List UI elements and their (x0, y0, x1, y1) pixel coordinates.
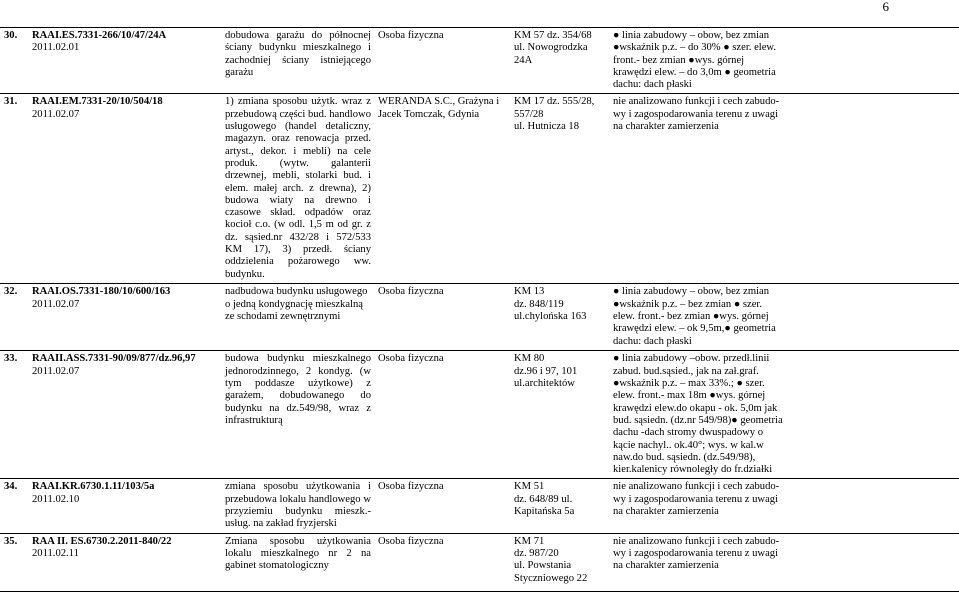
row-number-cell (0, 28, 28, 94)
investor-cell: Osoba fizyczna (374, 351, 510, 479)
register-table (0, 27, 959, 592)
parameter-line: naw.do bud. sąsiedn. (dz.549/98), (613, 451, 756, 463)
signature-cell (28, 479, 221, 533)
parameters-cell (609, 28, 959, 94)
parameter-line: dachu: dach płaski (613, 79, 692, 91)
parameters-cell (609, 479, 959, 533)
table-row (0, 284, 959, 351)
table-row (0, 479, 959, 533)
location-line: 557/28 (514, 108, 544, 120)
row-number: 32. (4, 286, 18, 298)
location-line: Styczniowego 22 (514, 572, 588, 584)
location-line: ul. Nowogrodzka (514, 42, 588, 54)
parameter-line: ● linia zabudowy – obow, bez zmian (613, 286, 770, 298)
parameter-line: ●wskaźnik p.z. – max 33%.; ● szer. (613, 378, 765, 390)
investor-cell: Osoba fizyczna (374, 28, 510, 94)
table-row (0, 351, 959, 479)
parameters-cell (609, 284, 959, 351)
parameter-line: wy i zagospodarowania terenu z uwagi (613, 493, 779, 505)
parameter-line: nie analizowano funkcji i cech zabudo- (613, 96, 780, 108)
location-line: Kapitańska 5a (514, 506, 575, 518)
location-line: ul.architektów (514, 378, 575, 390)
row-number-cell (0, 351, 28, 479)
signature-cell (28, 94, 221, 284)
parameter-line: ●wskaźnik p.z. – do 30% ● szer. elew. (613, 42, 777, 54)
location-line: dz. 848/119 (514, 298, 564, 310)
location-line: KM 80 (514, 353, 545, 365)
case-signature: RAAII.ASS.7331-90/09/877/dz.96,97 (32, 353, 196, 365)
case-signature: RAAI.KR.6730.1.11/103/5a (32, 481, 155, 493)
parameters-cell (609, 94, 959, 284)
decision-date: 2011.02.10 (32, 493, 80, 505)
location-line: KM 17 dz. 555/28, (514, 96, 595, 108)
row-number: 35. (4, 535, 18, 547)
row-number: 31. (4, 96, 18, 108)
row-number-cell (0, 479, 28, 533)
row-number: 30. (4, 30, 18, 41)
location-line: dz.96 i 97, 101 (514, 365, 578, 377)
decision-date: 2011.02.07 (32, 298, 80, 310)
parameter-line: dachu: dach płaski (613, 335, 692, 347)
table-row (0, 533, 959, 591)
investor-cell (374, 94, 510, 284)
signature-cell (28, 284, 221, 351)
row-number-cell (0, 94, 28, 284)
description-cell: Zmiana sposobu użytkowania lokalu mieszkalnego nr 2 na gabinet stomatologiczny (221, 533, 374, 591)
parameter-line: bud. sąsiedn. (dz.nr 549/98)● geometria (613, 414, 783, 426)
location-cell (510, 28, 609, 94)
row-number-cell (0, 284, 28, 351)
decision-date: 2011.02.01 (32, 42, 80, 54)
row-number: 34. (4, 481, 18, 493)
case-signature: RAA II. ES.6730.2.2011-840/22 (32, 535, 172, 547)
location-line: KM 51 (514, 481, 545, 493)
location-line: 24A (514, 54, 533, 66)
case-signature: RAAI.ES.7331-266/10/47/24A (32, 30, 167, 41)
location-line: dz. 648/89 ul. (514, 493, 573, 505)
location-cell (510, 94, 609, 284)
parameter-line: kier.kalenicy równoległy do fr.działki (613, 464, 773, 476)
investor-cell: Osoba fizyczna (374, 533, 510, 591)
parameter-line: elew. front.- max 18m ●wys. górnej (613, 390, 766, 402)
parameter-line: na charakter zamierzenia (613, 506, 719, 518)
location-line: KM 71 (514, 535, 545, 547)
location-line: ul. Hutnicza 18 (514, 121, 580, 133)
location-cell (510, 533, 609, 591)
parameter-line: elew. front.- bez zmian ●wys. górnej (613, 311, 769, 323)
description-cell: budowa budynku mieszkalnego jednorodzinnego, 2 kondyg. (w tym poddasze użytkowe) z garażem, dobudowanego do budynku na dz.549/98, wraz z infrastrukturą (221, 351, 374, 479)
decision-date: 2011.02.07 (32, 108, 80, 120)
table-row (0, 28, 959, 94)
description-cell: dobudowa garażu do północnej ściany budynku mieszkalnego i zachodniej ściany istniejącego garażu (221, 28, 374, 94)
parameter-line: front.- bez zmian ●wys. górnej (613, 54, 745, 66)
parameter-line: wy i zagospodarowania terenu z uwagi (613, 108, 779, 120)
location-line: KM 13 (514, 286, 545, 298)
investor-line: Jacek Tomczak, Gdynia (378, 108, 480, 120)
parameter-line: nie analizowano funkcji i cech zabudo- (613, 535, 780, 547)
parameter-line: ● linia zabudowy – obow, bez zmian (613, 30, 770, 41)
parameter-line: zabud. bud.sąsied., jak na zał.graf. (613, 365, 759, 377)
parameter-line: kącie nachyl.. ok.40°; wys. w kal.w (613, 439, 764, 451)
decision-date: 2011.02.11 (32, 547, 79, 559)
table-row (0, 94, 959, 284)
location-cell (510, 284, 609, 351)
case-signature: RAAI.EM.7331-20/10/504/18 (32, 96, 163, 108)
parameter-line: krawędzi elew. – ok 9,5m,● geometria (613, 323, 776, 335)
location-line: dz. 987/20 (514, 547, 559, 559)
location-cell (510, 351, 609, 479)
location-line: ul.chylońska 163 (514, 311, 587, 323)
signature-cell (28, 28, 221, 94)
signature-cell (28, 533, 221, 591)
parameter-line: ●wskaźnik p.z. – bez zmian ● szer. (613, 298, 762, 310)
investor-cell: Osoba fizyczna (374, 284, 510, 351)
investor-cell: Osoba fizyczna (374, 479, 510, 533)
parameter-line: nie analizowano funkcji i cech zabudo- (613, 481, 780, 493)
signature-cell (28, 351, 221, 479)
decision-date: 2011.02.07 (32, 365, 80, 377)
parameters-cell (609, 533, 959, 591)
row-number: 33. (4, 353, 18, 365)
parameter-line: na charakter zamierzenia (613, 121, 719, 133)
parameters-cell (609, 351, 959, 479)
description-cell: 1) zmiana sposobu użytk. wraz z przebudową części bud. handlowo usługowego (handel detaliczny, magazyn. oraz renowacja przed. artyst., dekor. i mebli) na cele produk. (wytw. galanterii drzewnej, mebli, stolarki bud. i elem. małej arch. z drewna), 2) budowa wiaty na drewno i czasowe skład. odpadów oraz kocioł c.o. (w odl. 1,5 m od gr. z dz. sąsied.nr 432/28 i 572/533 KM 17), 3) przedł. ściany oddzielenia pożarowego ww. budynku. (221, 94, 374, 284)
description-cell: nadbudowa budynku usługowego o jedną kondygnację mieszkalną ze schodami zewnętrznymi (221, 284, 374, 351)
parameter-line: ● linia zabudowy –obow. przedł.linii (613, 353, 770, 365)
parameter-line: dachu -dach stromy dwuspadowy o (613, 427, 764, 439)
page-number: 6 (882, 0, 889, 14)
case-signature: RAAI.OS.7331-180/10/600/163 (32, 286, 171, 298)
investor-line: WERANDA S.C., Grażyna i (378, 96, 500, 108)
location-line: KM 57 dz. 354/68 (514, 30, 592, 41)
description-cell: zmiana sposobu użytkowania i przebudowa lokalu handlowego w przyziemiu budynku mieszk.- usług. na zakład fryzjerski (221, 479, 374, 533)
location-cell (510, 479, 609, 533)
parameter-line: wy i zagospodarowania terenu z uwagi (613, 547, 779, 559)
row-number-cell (0, 533, 28, 591)
parameter-line: krawędzi elew.do okapu - ok. 5,0m jak (613, 402, 778, 414)
location-line: ul. Powstania (514, 560, 572, 572)
parameter-line: krawędzi elew. – do 3,0m ● geometria (613, 66, 776, 78)
parameter-line: na charakter zamierzenia (613, 560, 719, 572)
